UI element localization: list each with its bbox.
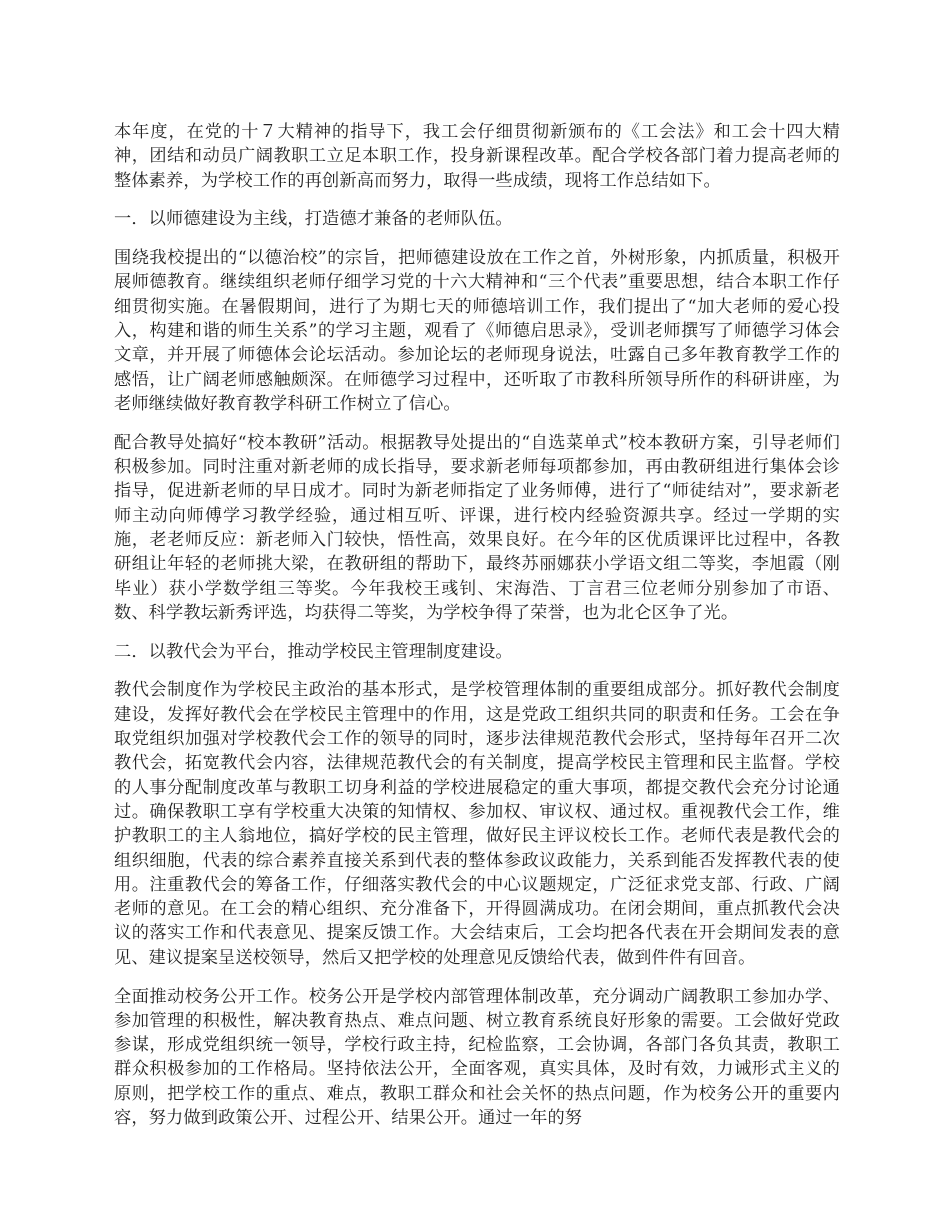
- document-body: [114, 120, 840, 1145]
- section-2-heading: 二．以教代会为平台，推动学校民主管理制度建设。: [114, 641, 513, 662]
- section-1-paragraph-2: 配合教导处搞好“校本教研”活动。根据教导处提出的“自选菜单式”校本教研方案，引导老师们积极参加。同时注重对新老师的成长指导，要求新老师每项都参加，再由教研组进行集体会诊指导，促进新老师的早日成才。同时为新老师指定了业务师傅，进行了“师徒结对”，要求新老师主动向师傅学习教学经验，通过相互听、评课，进行校内经验资源共享。经过一学期的实施，老老师反应：新老师入门较快，悟性高，效果良好。在今年的区优质课评比过程中，各教研组让年轻的老师挑大梁，在教研组的帮助下，最终苏丽娜获小学语文组二等奖，李旭霞（刚毕业）获小学数学组三等奖。今年我校王彧钊、宋海浩、丁言君三位老师分别参加了市语、数、科学教坛新秀评选，均获得二等奖，为学校争得了荣誉，也为北仑区争了光。: [114, 432, 840, 623]
- section-2-paragraph-1: 教代会制度作为学校民主政治的基本形式，是学校管理体制的重要组成部分。抓好教代会制度建设，发挥好教代会在学校民主管理中的作用，这是党政工组织共同的职责和任务。工会在争取党组织加强对学校教代会工作的领导的同时，逐步法律规范教代会形式，坚持每年召开二次教代会，拓宽教代会内容，法律规范教代会的有关制度，提高学校民主管理和民主监督。学校的人事分配制度改革与教职工切身利益的学校进展稳定的重大事项，都提交教代会充分讨论通过。确保教职工享有学校重大决策的知情权、参加权、审议权、通过权。重视教代会工作，维护教职工的主人翁地位，搞好学校的民主管理，做好民主评议校长工作。老师代表是教代会的组织细胞，代表的综合素养直接关系到代表的整体参政议政能力，关系到能否发挥教代表的使用。注重教代会的筹备工作，仔细落实教代会的中心议题规定，广泛征求党支部、行政、广阔老师的意见。在工会的精心组织、充分准备下，开得圆满成功。在闭会期间，重点抓教代会决议的落实工作和代表意见、提案反馈工作。大会结束后，工会均把各代表在开会期间发表的意见、建议提案呈送校领导，然后又把学校的处理意见反馈给代表，做到件件有回音。: [114, 680, 840, 968]
- section-1-paragraph-1: 围绕我校提出的“以德治校”的宗旨，把师德建设放在工作之首，外树形象，内抓质量，积极开展师德教育。继续组织老师仔细学习党的十六大精神和“三个代表”重要思想，结合本职工作仔细贯彻实施。在暑假期间，进行了为期七天的师德培训工作，我们提出了“加大老师的爱心投入，构建和谐的师生关系”的学习主题，观看了《师德启思录》，受训老师撰写了师德学习体会文章，并开展了师德体会论坛活动。参加论坛的老师现身说法，吐露自己多年教育教学工作的感悟，让广阔老师感触颇深。在师德学习过程中，还听取了市教科所领导所作的科研讲座，为老师继续做好教育教学科研工作树立了信心。: [114, 248, 840, 414]
- section-1-heading: 一．以师德建设为主线，打造德才兼备的老师队伍。: [114, 209, 513, 230]
- section-2-paragraph-2: 全面推动校务公开工作。校务公开是学校内部管理体制改革，充分调动广阔教职工参加办学、参加管理的积极性，解决教育热点、难点问题、树立教育系统良好形象的需要。工会做好党政参谋，形成党组织统一领导，学校行政主持，纪检监察，工会协调，各部门各负其责，教职工群众积极参加的工作格局。坚持依法公开，全面客观，真实具体，及时有效，力诫形式主义的原则，把学校工作的重点、难点，教职工群众和社会关怀的热点问题，作为校务公开的重要内容，努力做到政策公开、过程公开、结果公开。通过一年的努: [114, 986, 840, 1128]
- intro-paragraph: 本年度，在党的十７大精神的指导下，我工会仔细贯彻新颁布的《工会法》和工会十四大精神，团结和动员广阔教职工立足本职工作，投身新课程改革。配合学校各部门着力提高老师的整体素养，为学校工作的再创新高而努力，取得一些成绩，现将工作总结如下。: [114, 122, 840, 191]
